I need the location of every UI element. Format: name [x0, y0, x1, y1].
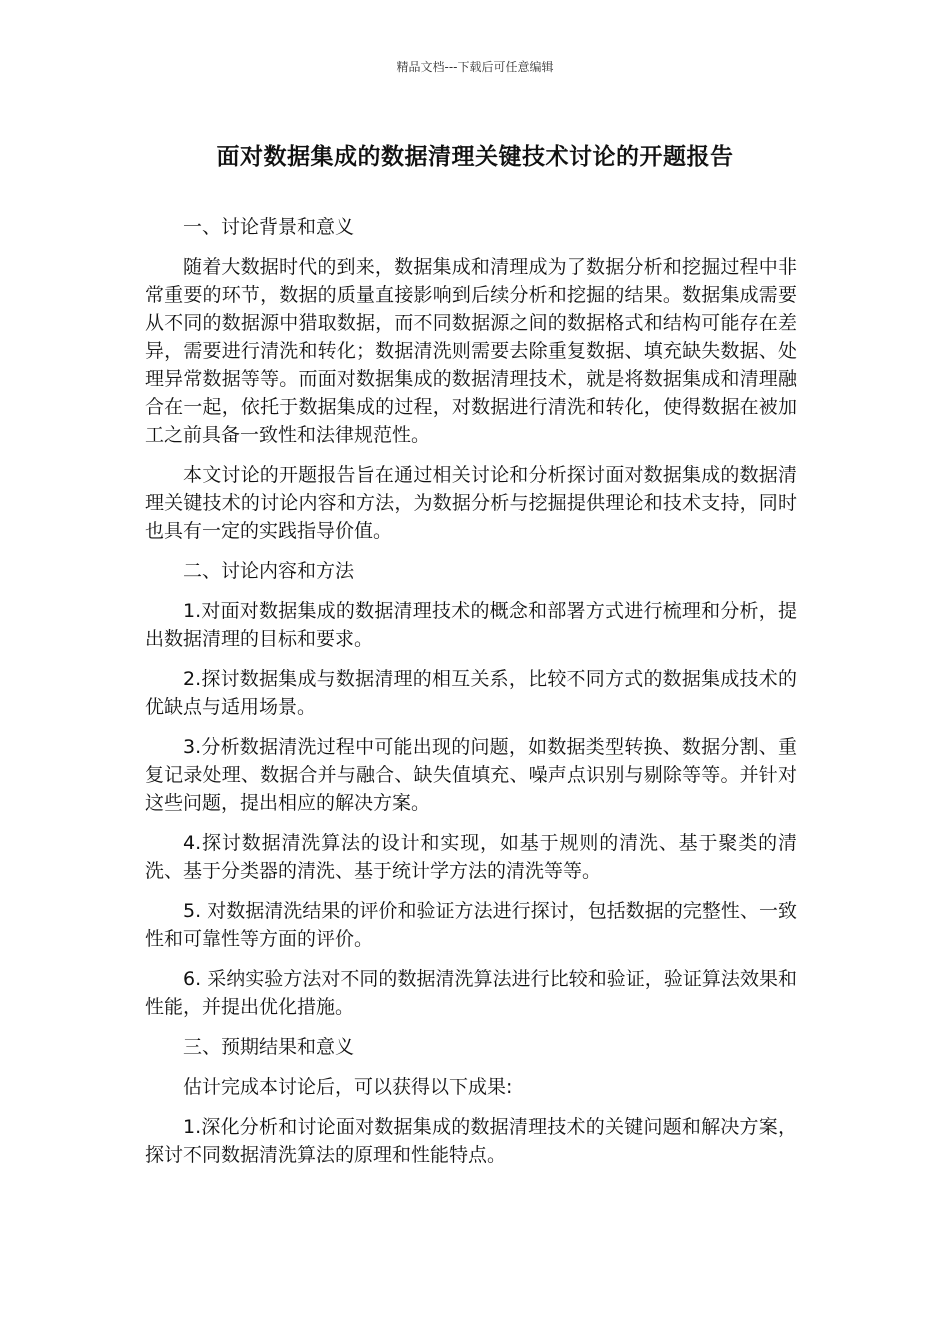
page-header-note: 精品文档---下载后可任意编辑	[396, 60, 554, 74]
document-title: 面对数据集成的数据清理关键技术讨论的开题报告	[216, 144, 734, 170]
list-item-3: 3.分析数据清洗过程中可能出现的问题，如数据类型转换、数据分割、重复记录处理、数据合并与融合、缺失值填充、噪声点识别与剔除等等。并针对这些问题，提出相应的解决方案。	[145, 736, 797, 814]
paragraph-expected-intro: 估计完成本讨论后，可以获得以下成果:	[183, 1076, 513, 1098]
list-item-5: 5. 对数据清洗结果的评价和验证方法进行探讨，包括数据的完整性、一致性和可靠性等方面的评价。	[145, 900, 797, 950]
list-item-4: 4.探讨数据清洗算法的设计和实现，如基于规则的清洗、基于聚类的清洗、基于分类器的清洗、基于统计学方法的清洗等等。	[145, 832, 797, 882]
document-body	[145, 213, 797, 1181]
list-item-1: 1.对面对数据集成的数据清理技术的概念和部署方式进行梳理和分析，提出数据清理的目标和要求。	[145, 600, 797, 650]
section-heading-expected-results: 三、预期结果和意义	[183, 1036, 355, 1058]
result-item-1: 1.深化分析和讨论面对数据集成的数据清理技术的关键问题和解决方案，探讨不同数据清洗算法的原理和性能特点。	[145, 1116, 797, 1166]
section-heading-background: 一、讨论背景和意义	[183, 216, 355, 238]
paragraph-purpose: 本文讨论的开题报告旨在通过相关讨论和分析探讨面对数据集成的数据清理关键技术的讨论内容和方法，为数据分析与挖掘提供理论和技术支持，同时也具有一定的实践指导价值。	[145, 464, 797, 542]
list-item-2: 2.探讨数据集成与数据清理的相互关系，比较不同方式的数据集成技术的优缺点与适用场景。	[145, 668, 797, 718]
paragraph-background: 随着大数据时代的到来，数据集成和清理成为了数据分析和挖掘过程中非常重要的环节，数据的质量直接影响到后续分析和挖掘的结果。数据集成需要从不同的数据源中猎取数据，而不同数据源之间的数据格式和结构可能存在差异，需要进行清洗和转化；数据清洗则需要去除重复数据、填充缺失数据、处理异常数据等等。而面对数据集成的数据清理技术，就是将数据集成和清理融合在一起，依托于数据集成的过程，对数据进行清洗和转化，使得数据在被加工之前具备一致性和法律规范性。	[145, 256, 797, 446]
section-heading-content-methods: 二、讨论内容和方法	[183, 560, 355, 582]
list-item-6: 6. 采纳实验方法对不同的数据清洗算法进行比较和验证，验证算法效果和性能，并提出优化措施。	[145, 968, 797, 1018]
